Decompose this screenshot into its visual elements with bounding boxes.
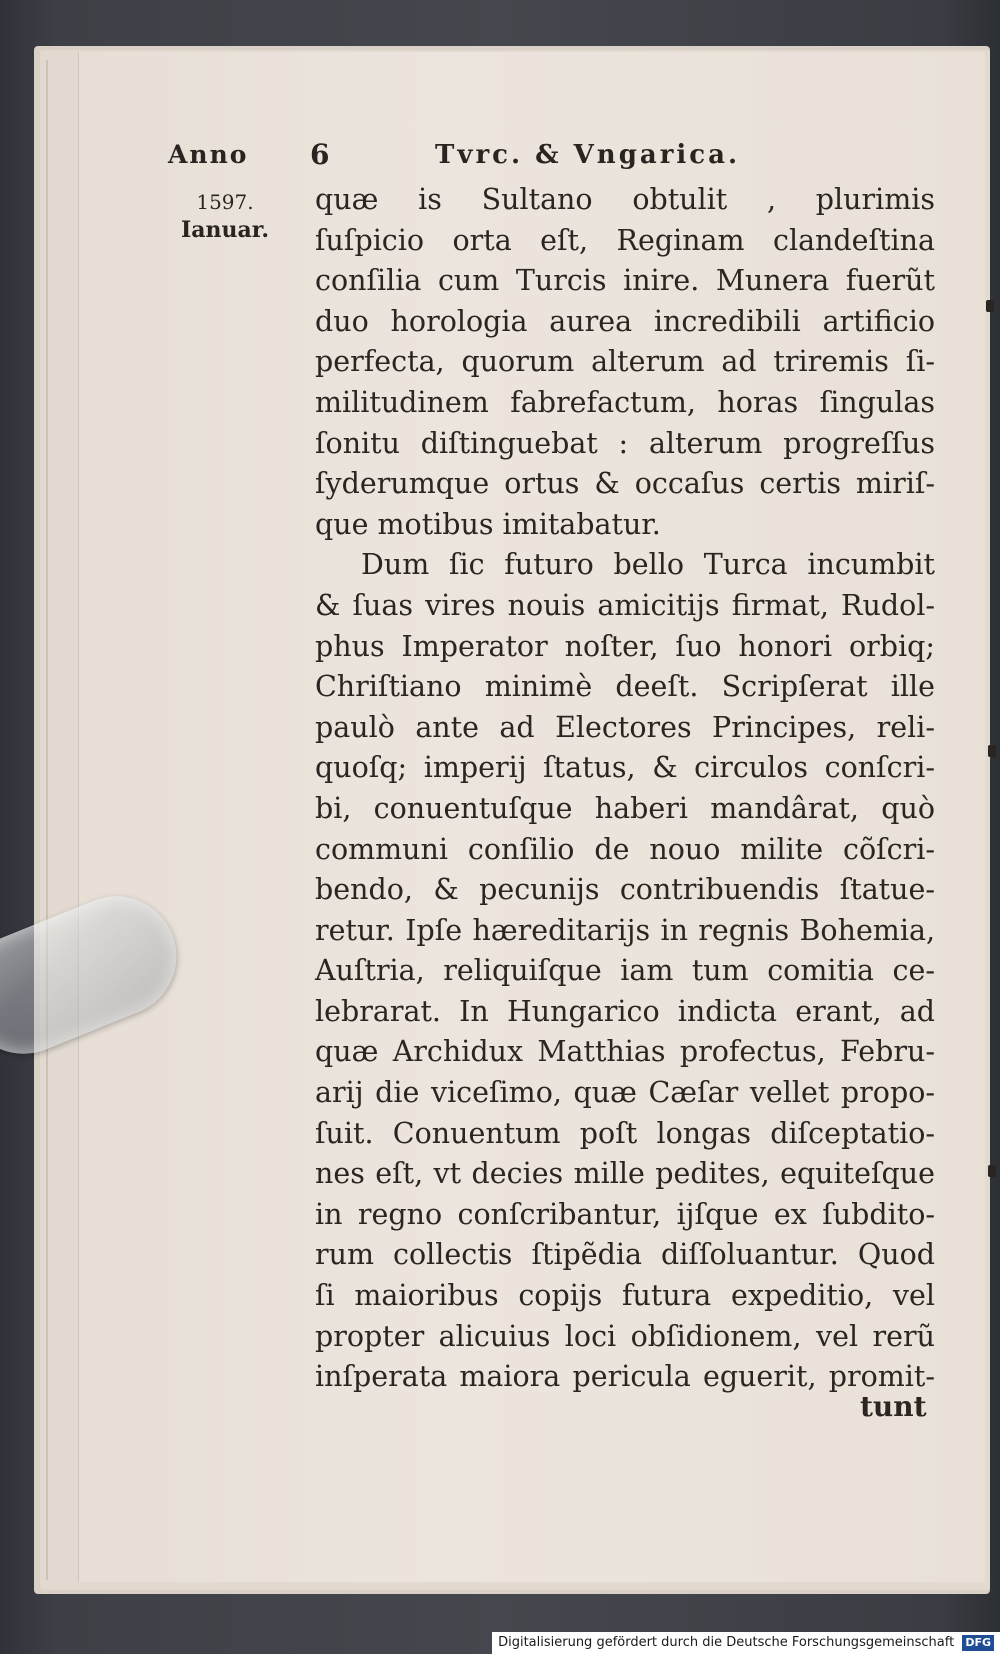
text-line: paulò ante ad Electores Principes, reli-: [315, 710, 935, 744]
text-line: in regno conſcribantur, ijſque ex ſubdito-: [315, 1197, 935, 1231]
text-line: Dum ſic futuro bello Turca incumbit: [361, 548, 935, 582]
body-text: [315, 180, 935, 1398]
text-line: propter alicuius loci obſidionem, vel rerũ: [315, 1319, 935, 1353]
text-line: ſuſpicio orta eſt, Reginam clandeſtina: [315, 223, 935, 257]
credit-text: Digitalisierung gefördert durch die Deutsche Forschungsgemeinschaft: [498, 1635, 955, 1650]
text-line: rum collectis ſtipẽdia diſſoluantur. Quod: [315, 1238, 935, 1272]
text-line: phus Imperator noſter, ſuo honori orbiq;: [315, 629, 935, 663]
text-line: communi conſilio de nouo milite cõſcri-: [315, 832, 935, 866]
text-line: & ſuas vires nouis amicitijs firmat, Rudol-: [315, 588, 935, 622]
text-line: ſyderumque ortus & occaſus certis miriſ-: [315, 467, 935, 501]
text-line: ſi maioribus copijs futura expeditio, vel: [315, 1279, 935, 1313]
text-line: militudinem fabrefactum, horas ſingulas: [315, 385, 935, 419]
edge-mark: [988, 1165, 996, 1177]
text-line: quoſq; imperij ſtatus, & circulos conſcri-: [315, 751, 935, 785]
text-line: lebrarat. In Hungarico indicta erant, ad: [315, 994, 935, 1028]
text-line: duo horologia aurea incredibili artificio: [315, 304, 935, 338]
dfg-logo: DFG: [962, 1635, 994, 1651]
text-line: perfecta, quorum alterum ad triremis ſi-: [315, 345, 935, 379]
margin-month: Ianuar.: [180, 217, 270, 243]
running-header: [0, 140, 1000, 180]
text-line: nes eſt, vt decies mille pedites, equiteſque: [315, 1157, 935, 1191]
header-anno: Anno: [168, 140, 249, 169]
running-title: Tvrc. & Vngarica.: [435, 140, 741, 170]
digitization-credit: [492, 1632, 1000, 1654]
edge-mark: [986, 300, 994, 312]
page-number: 6: [310, 138, 330, 171]
text-line: que motibus imitabatur.: [315, 507, 661, 541]
text-line: conſilia cum Turcis inire. Munera fuerũt: [315, 264, 935, 298]
catchword: tunt: [860, 1390, 927, 1423]
margin-year: 1597.: [196, 190, 254, 214]
text-line: quæ Archidux Matthias profectus, Febru-: [315, 1035, 935, 1069]
margin-note: [170, 188, 280, 244]
text-line: Chriſtiano minimè deeſt. Scripſerat ille: [315, 670, 935, 704]
text-line: bi, conuentuſque haberi mandârat, quò: [315, 791, 935, 825]
text-line: arij die viceſimo, quæ Cæſar vellet propo-: [315, 1076, 935, 1110]
text-line: inſperata maiora pericula eguerit, promit-: [315, 1360, 935, 1394]
text-line: retur. Ipſe hæreditarijs in regnis Bohemia,: [315, 913, 935, 947]
text-line: ſonitu diſtinguebat : alterum progreſſus: [315, 426, 935, 460]
text-line: bendo, & pecunijs contribuendis ſtatue-: [315, 873, 935, 907]
page-edges: [46, 60, 80, 1580]
edge-mark: [988, 745, 996, 757]
text-line: Auſtria, reliquiſque iam tum comitia ce-: [315, 954, 935, 988]
text-line: ſuit. Conuentum poſt longas diſceptatio-: [315, 1116, 935, 1150]
text-line: quæ is Sultano obtulit , plurimis: [315, 183, 935, 216]
